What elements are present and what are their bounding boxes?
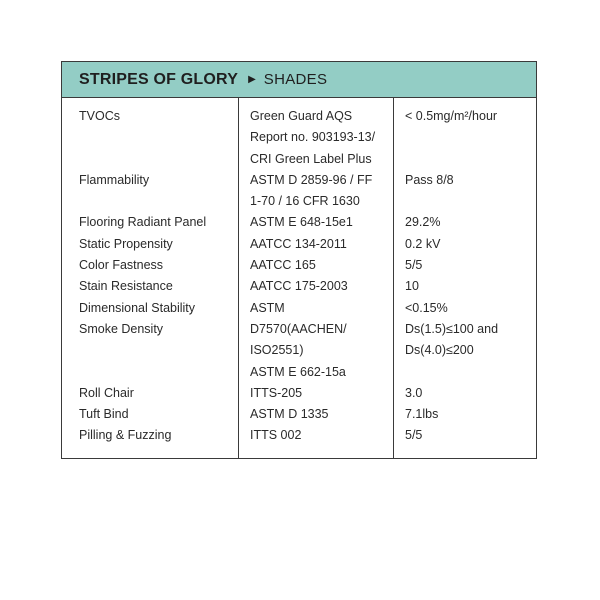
method-cell [238,404,393,425]
property-cell [62,106,238,170]
table-row [62,425,536,446]
result-cell [393,276,536,297]
method-cell [238,106,393,170]
method-line: ITTS 002 [250,428,302,443]
method-line: AATCC 134-2011 [250,236,347,251]
property-label: Roll Chair [79,385,134,400]
result-cell [393,255,536,276]
method-line: ASTM D 2859-96 / FF [250,172,373,187]
table-row [62,255,536,276]
method-line: ITTS-205 [250,385,303,400]
method-line: CRI Green Label Plus [250,151,372,166]
method-line: 1-70 / 16 CFR 1630 [250,194,360,209]
result-line: 5/5 [405,258,423,273]
result-cell [393,234,536,255]
property-label: Dimensional Stability [79,300,196,315]
method-cell [238,425,393,446]
result-cell [393,106,536,170]
collection-title: STRIPES OF GLORY [79,70,239,88]
property-label: Flooring Radiant Panel [79,215,207,230]
method-line: AATCC 175-2003 [250,279,348,294]
table-row [62,234,536,255]
property-label: Stain Resistance [79,279,173,294]
table-row [62,404,536,425]
property-cell [62,425,238,446]
result-cell [393,212,536,233]
method-cell [238,212,393,233]
method-line: AATCC 165 [250,258,316,273]
method-cell [238,276,393,297]
property-label: Tuft Bind [79,407,129,422]
result-line: 7.1lbs [405,407,439,422]
method-cell [238,383,393,404]
method-cell [238,234,393,255]
method-line: Report no. 903193-13/ [250,130,376,145]
property-label: Static Propensity [79,236,173,251]
property-cell [62,234,238,255]
method-line: ASTM D 1335 [250,407,329,422]
spec-header [62,62,536,98]
spec-table [62,106,536,447]
result-line: Ds(1.5)≤100 and [405,321,499,336]
result-line: < 0.5mg/m²/hour [405,109,498,123]
method-line: D7570(AACHEN/ [250,321,347,336]
table-row [62,276,536,297]
property-label: Smoke Density [79,321,164,336]
result-cell [393,170,536,213]
result-cell [393,404,536,425]
method-line: ASTM E 648-15e1 [250,215,353,230]
method-line: ISO2551) [250,343,304,358]
method-cell [238,319,393,383]
method-cell [238,298,393,319]
property-cell [62,276,238,297]
property-cell [62,319,238,383]
result-line: 29.2% [405,215,441,230]
table-row [62,319,536,383]
result-line: Ds(4.0)≤200 [405,343,474,358]
property-label: Flammability [79,172,150,187]
property-cell [62,170,238,213]
result-line: 3.0 [405,385,423,400]
table-row [62,298,536,319]
property-cell [62,383,238,404]
result-line: Pass 8/8 [405,172,454,187]
property-cell [62,212,238,233]
method-line: ASTM [250,300,285,315]
table-row [62,212,536,233]
result-cell [393,425,536,446]
right-triangle-icon: ▶ [248,74,256,85]
table-row [62,383,536,404]
property-cell [62,255,238,276]
method-cell [238,170,393,213]
result-line: <0.15% [405,300,448,315]
result-line: 10 [405,279,419,294]
property-cell [62,298,238,319]
result-cell [393,319,536,383]
method-cell [238,255,393,276]
spec-body [62,98,536,458]
property-cell [62,404,238,425]
table-row [62,106,536,170]
result-cell [393,383,536,404]
property-label: Color Fastness [79,258,164,273]
spec-card [61,61,537,459]
result-cell [393,298,536,319]
method-line: Green Guard AQS [250,109,353,123]
result-line: 0.2 kV [405,236,441,251]
method-line: ASTM E 662-15a [250,364,346,379]
property-label: Pilling & Fuzzing [79,428,172,443]
result-line: 5/5 [405,428,423,443]
table-row [62,170,536,213]
section-title: SHADES [263,71,328,88]
property-label: TVOCs [79,109,120,123]
